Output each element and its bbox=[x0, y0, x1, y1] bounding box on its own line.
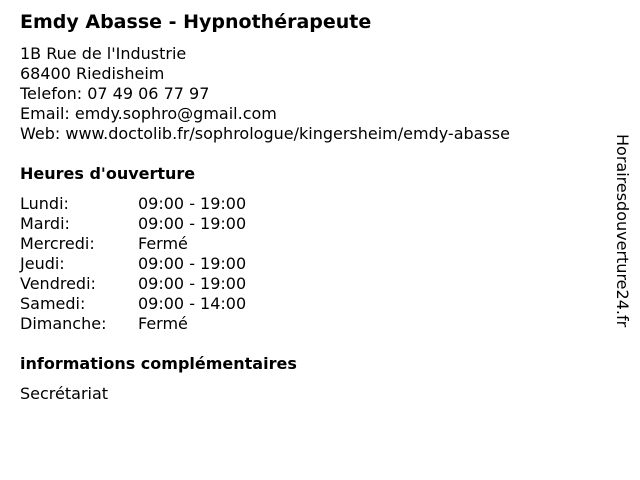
phone-line: Telefon: 07 49 06 77 97 bbox=[20, 84, 210, 103]
day-label: Lundi: bbox=[20, 194, 69, 213]
hours-row-wednesday bbox=[20, 234, 246, 254]
day-label: Vendredi: bbox=[20, 274, 96, 293]
day-hours: 09:00 - 19:00 bbox=[138, 274, 247, 293]
contact-block bbox=[20, 44, 510, 144]
day-label: Dimanche: bbox=[20, 314, 107, 333]
site-brand-label: Horairesdouverture24.fr bbox=[613, 134, 632, 328]
street-address: 1B Rue de l'Industrie bbox=[20, 44, 187, 63]
hours-row-thursday bbox=[20, 254, 246, 274]
day-hours: Fermé bbox=[138, 314, 188, 333]
day-label: Jeudi: bbox=[20, 254, 65, 273]
additional-info-heading: informations complémentaires bbox=[20, 354, 297, 373]
day-label: Mardi: bbox=[20, 214, 70, 233]
day-hours: 09:00 - 19:00 bbox=[138, 214, 247, 233]
day-hours: Fermé bbox=[138, 234, 188, 253]
web-line: Web: www.doctolib.fr/sophrologue/kingersheim/emdy-abasse bbox=[20, 124, 510, 143]
opening-hours-heading: Heures d'ouverture bbox=[20, 164, 196, 183]
day-hours: 09:00 - 19:00 bbox=[138, 194, 247, 213]
day-label: Mercredi: bbox=[20, 234, 95, 253]
opening-hours-table bbox=[20, 194, 246, 334]
page-title: Emdy Abasse - Hypnothérapeute bbox=[20, 11, 372, 33]
hours-row-sunday bbox=[20, 314, 246, 334]
city-line: 68400 Riedisheim bbox=[20, 64, 165, 83]
day-label: Samedi: bbox=[20, 294, 86, 313]
hours-row-tuesday bbox=[20, 214, 246, 234]
email-line: Email: emdy.sophro@gmail.com bbox=[20, 104, 277, 123]
hours-row-friday bbox=[20, 274, 246, 294]
hours-row-monday bbox=[20, 194, 246, 214]
day-hours: 09:00 - 14:00 bbox=[138, 294, 247, 313]
hours-row-saturday bbox=[20, 294, 246, 314]
day-hours: 09:00 - 19:00 bbox=[138, 254, 247, 273]
additional-info-text: Secrétariat bbox=[20, 384, 109, 403]
